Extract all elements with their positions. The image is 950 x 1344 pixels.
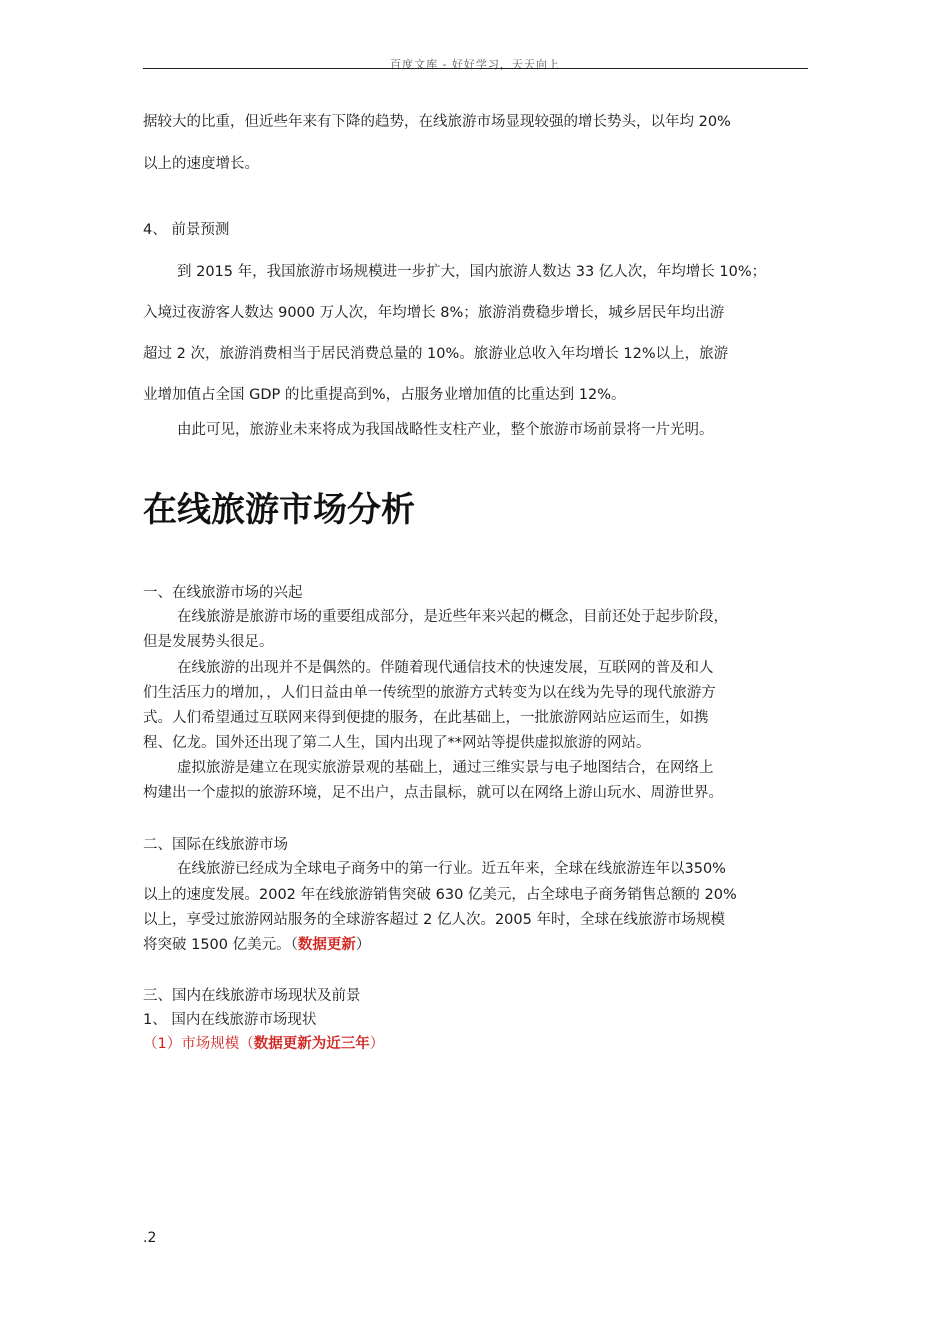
paragraph-line [143,933,370,954]
paragraph-line: 在线旅游已经成为全球电子商务中的第一行业。近五年来，全球在线旅游连年以350% [177,861,726,877]
paragraph-line: 以上，享受过旅游网站服务的全球游客超过 2 亿人次。2005 年时，全球在线旅游市场规模 [143,912,725,928]
update-note: 数据更新为近三年 [253,1036,370,1052]
paragraph-line: 虚拟旅游是建立在现实旅游景观的基础上，通过三维实景与电子地图结合，在网络上 [177,760,714,776]
page-number: .2 [143,1230,157,1246]
subsection-title: 1、 国内在线旅游市场现状 [143,1012,317,1028]
paragraph-line: 超过 2 次，旅游消费相当于居民消费总量的 10%。旅游业总收入年均增长 12%以上，旅游 [143,346,729,362]
paragraph-line: 程、亿龙。国外还出现了第二人生，国内出现了**网站等提供虚拟旅游的网站。 [143,735,651,751]
paragraph-line: 以上的速度发展。2002 年在线旅游销售突破 630 亿美元，占全球电子商务销售总额的 20% [143,887,737,903]
update-note: 数据更新 [297,937,356,953]
subsection-label: （1）市场规模（ [143,1036,254,1052]
paragraph-line: 以上的速度增长。 [143,156,259,172]
header-divider [143,68,808,69]
page-heading: 在线旅游市场分析 [143,490,415,530]
paragraph-line: 们生活压力的增加，，人们日益由单一传统型的旅游方式转变为以在线为先导的现代旅游方 [143,685,716,701]
paragraph-line: 在线旅游的出现并不是偶然的。伴随着现代通信技术的快速发展，互联网的普及和人 [177,660,714,676]
header-text: 百度文库 - 好好学习，天天向上 [390,58,560,71]
paragraph-line: 由此可见，旅游业未来将成为我国战略性支柱产业，整个旅游市场前景将一片光明。 [177,422,714,438]
subsection-title [143,1032,384,1053]
paragraph-line: 入境过夜游客人数达 9000 万人次，年均增长 8%；旅游消费稳步增长，城乡居民年均出游 [143,305,725,321]
paragraph-line: 式。人们希望通过互联网来得到便捷的服务，在此基础上，一批旅游网站应运而生，如携 [143,710,709,726]
paragraph-line: 据较大的比重，但近些年来有下降的趋势，在线旅游市场显现较强的增长势头，以年均 20% [143,114,731,130]
section-title: 4、 前景预测 [143,222,230,238]
paragraph-text: 将突破 1500 亿美元。（ [143,937,298,953]
section-title: 二、国际在线旅游市场 [143,837,288,853]
paragraph-line: 到 2015 年，我国旅游市场规模进一步扩大，国内旅游人数达 33 亿人次，年均增长 10%； [177,264,767,280]
section-title: 一、在线旅游市场的兴起 [143,585,303,601]
paragraph-text: ） [355,937,371,953]
subsection-label: ） [369,1036,385,1052]
paragraph-line: 但是发展势头很足。 [143,634,274,650]
paragraph-line: 在线旅游是旅游市场的重要组成部分，是近些年来兴起的概念，目前还处于起步阶段， [177,609,728,625]
paragraph-line: 构建出一个虚拟的旅游环境，足不出户，点击鼠标，就可以在网络上游山玩水、周游世界。 [143,785,723,801]
section-title: 三、国内在线旅游市场现状及前景 [143,988,361,1004]
paragraph-line: 业增加值占全国 GDP 的比重提高到%，占服务业增加值的比重达到 12%。 [143,387,626,403]
